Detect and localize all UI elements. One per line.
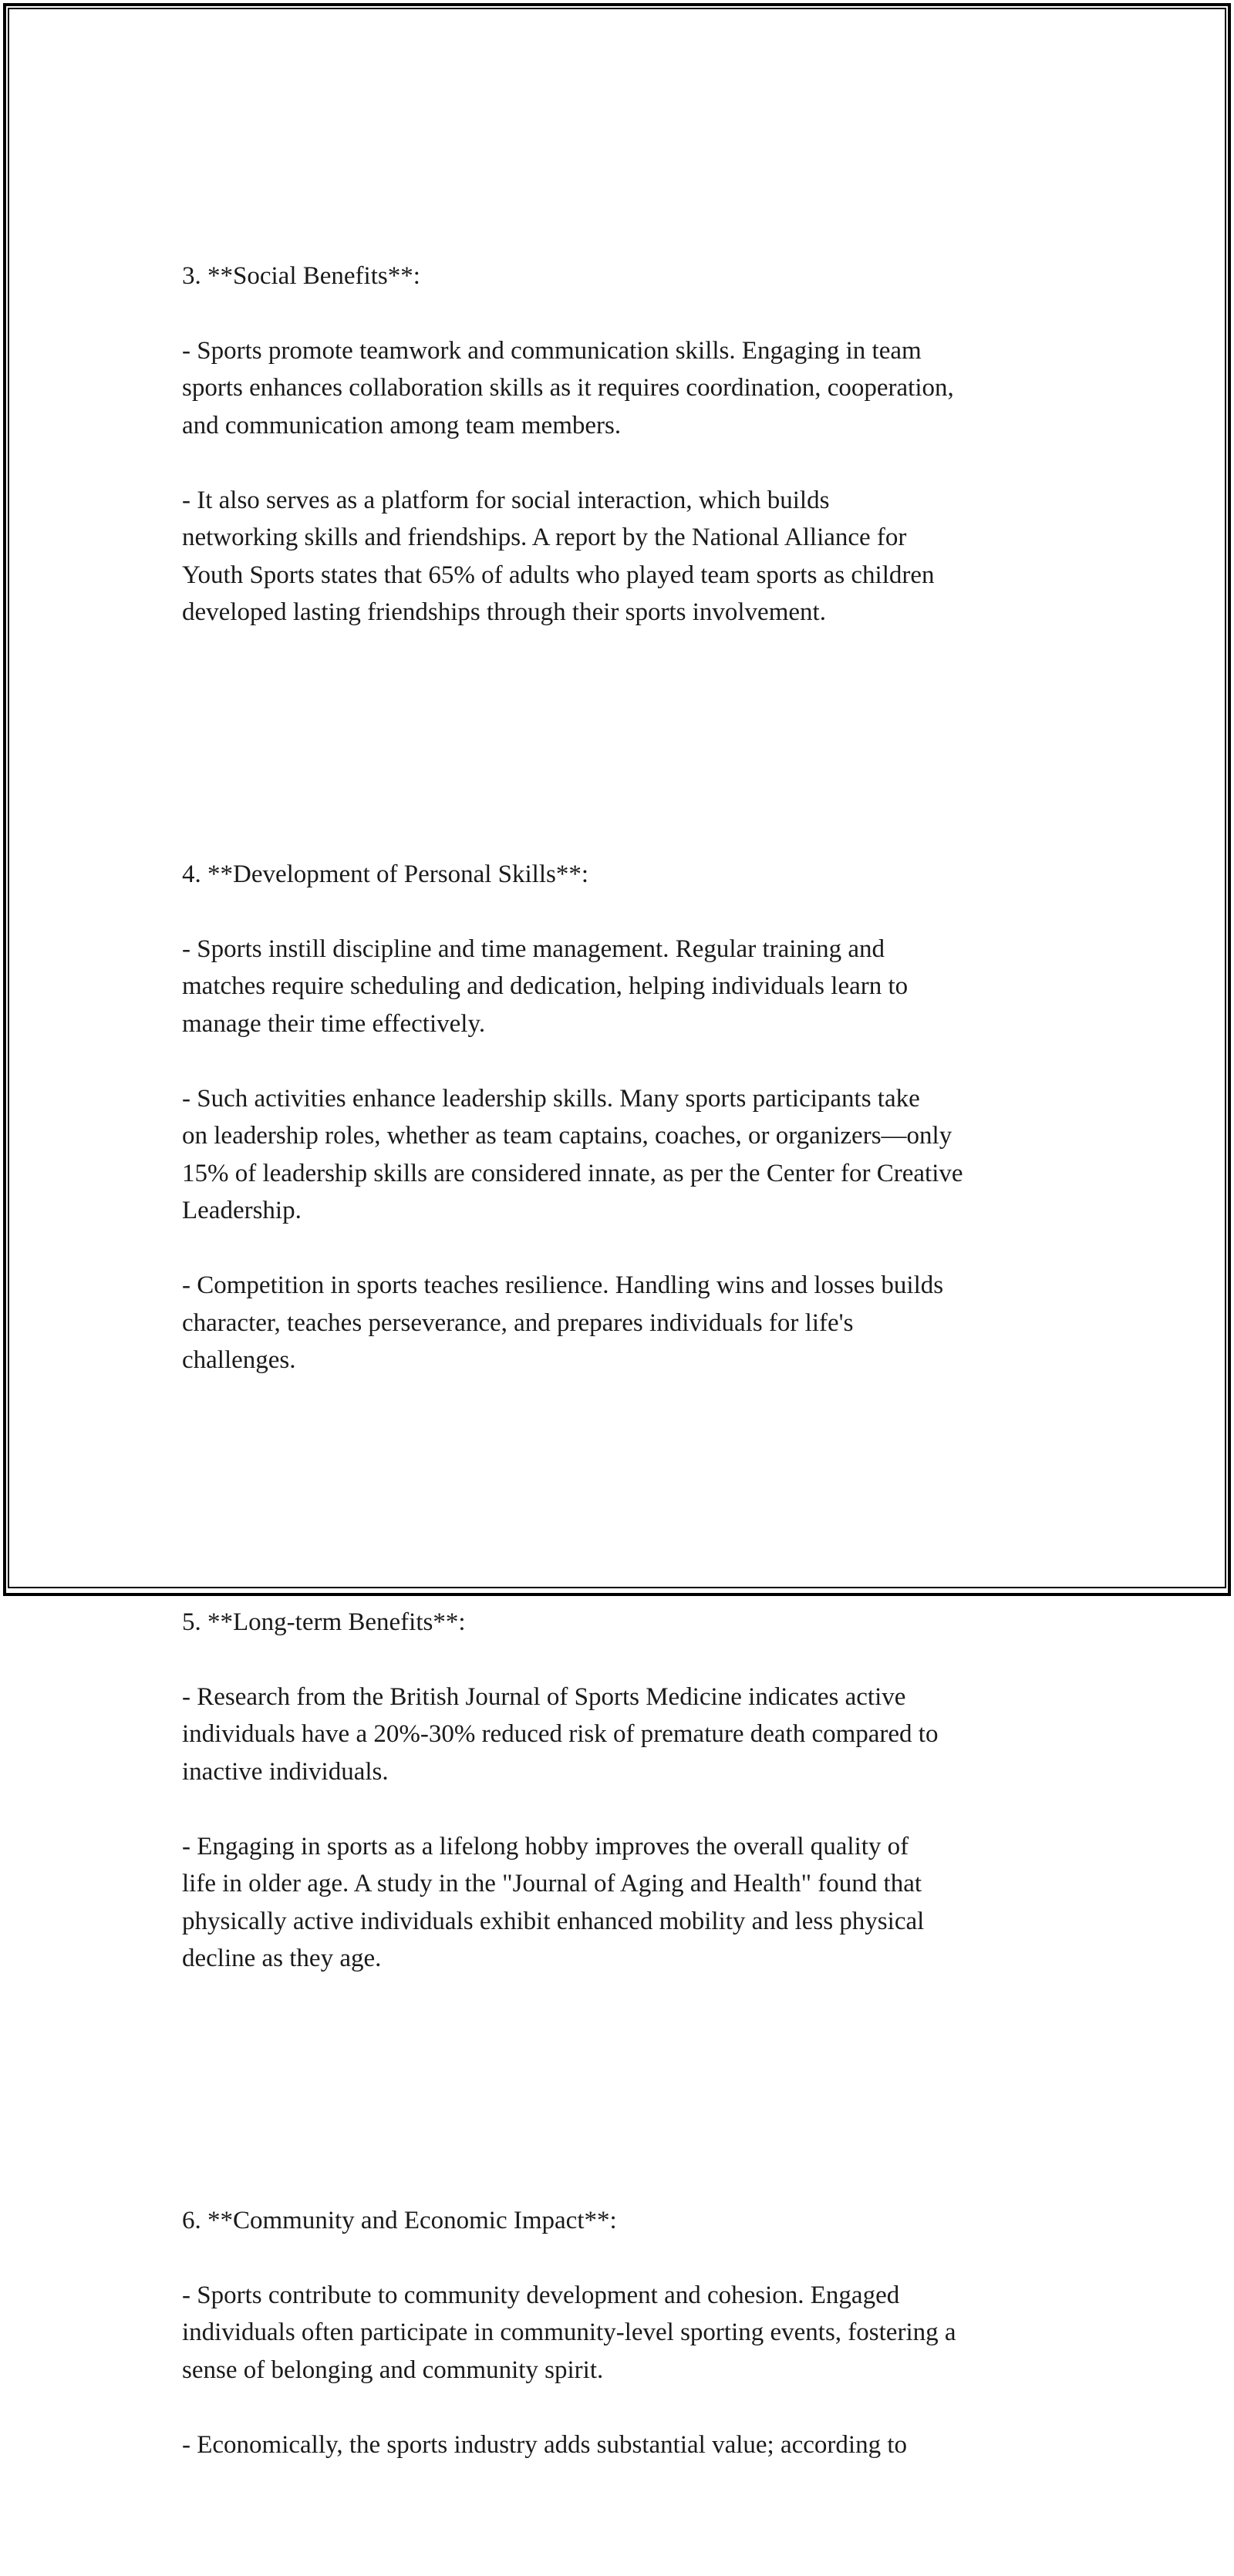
section-long-term-benefits — [182, 1566, 1061, 2015]
paragraph-gap — [182, 2052, 1061, 2090]
section-heading: 4. **Development of Personal Skills**: — [182, 860, 589, 888]
bullet-paragraph: - Sports instill discipline and time management. Regular training and matches require scheduling and dedication, helping individuals learn to manage their time effectively. — [182, 934, 909, 1038]
bullet-paragraph: - Such activities enhance leadership skills. Many sports participants take on leadership roles, whether as team captains, coaches, or organizers—only 15% of leadership skills are considered innate, as per the Center for Creative Leadership. — [182, 1084, 963, 1224]
paragraph-gap — [182, 1454, 1061, 1492]
bullet-paragraph: - Competition in sports teaches resilience. Handling wins and losses builds character, teaches perseverance, and prepares individuals for life's challenges. — [182, 1271, 944, 1374]
section-heading: 5. **Long-term Benefits**: — [182, 1608, 466, 1636]
bullet-paragraph: - Sports promote teamwork and communication skills. Engaging in team sports enhances collaboration skills as it requires coordination, cooperation, and communication among team members. — [182, 336, 954, 439]
bullet-paragraph: - Research from the British Journal of Sports Medicine indicates active individuals have a 20%-30% reduced risk of premature death compared to inactive individuals. — [182, 1682, 939, 1786]
section-heading: 3. **Social Benefits**: — [182, 261, 420, 290]
bullet-paragraph: - Economically, the sports industry adds substantial value; according to — [182, 2430, 907, 2459]
bullet-paragraph: - It also serves as a platform for social interaction, which builds networking skills and friendships. A report by the National Alliance for Youth Sports states that 65% of adults who played team sports as children developed lasting friendships through their sports involvement. — [182, 486, 935, 626]
paragraph-gap — [182, 706, 1061, 744]
document-body — [182, 145, 1061, 2576]
bullet-paragraph: - Sports contribute to community development and cohesion. Engaged individuals often participate in community-level sporting events, fostering a sense of belonging and community spirit. — [182, 2281, 956, 2384]
section-heading: 6. **Community and Economic Impact**: — [182, 2206, 617, 2234]
bullet-paragraph: - Engaging in sports as a lifelong hobby improves the overall quality of life in older age. A study in the "Journal of Aging and Health" found that physically active individuals exhibit enhanced mobility and less physical decline as they age. — [182, 1832, 925, 1972]
section-personal-skills — [182, 818, 1061, 1416]
section-community-economic-impact — [182, 2164, 1061, 2501]
section-social-benefits — [182, 220, 1061, 668]
